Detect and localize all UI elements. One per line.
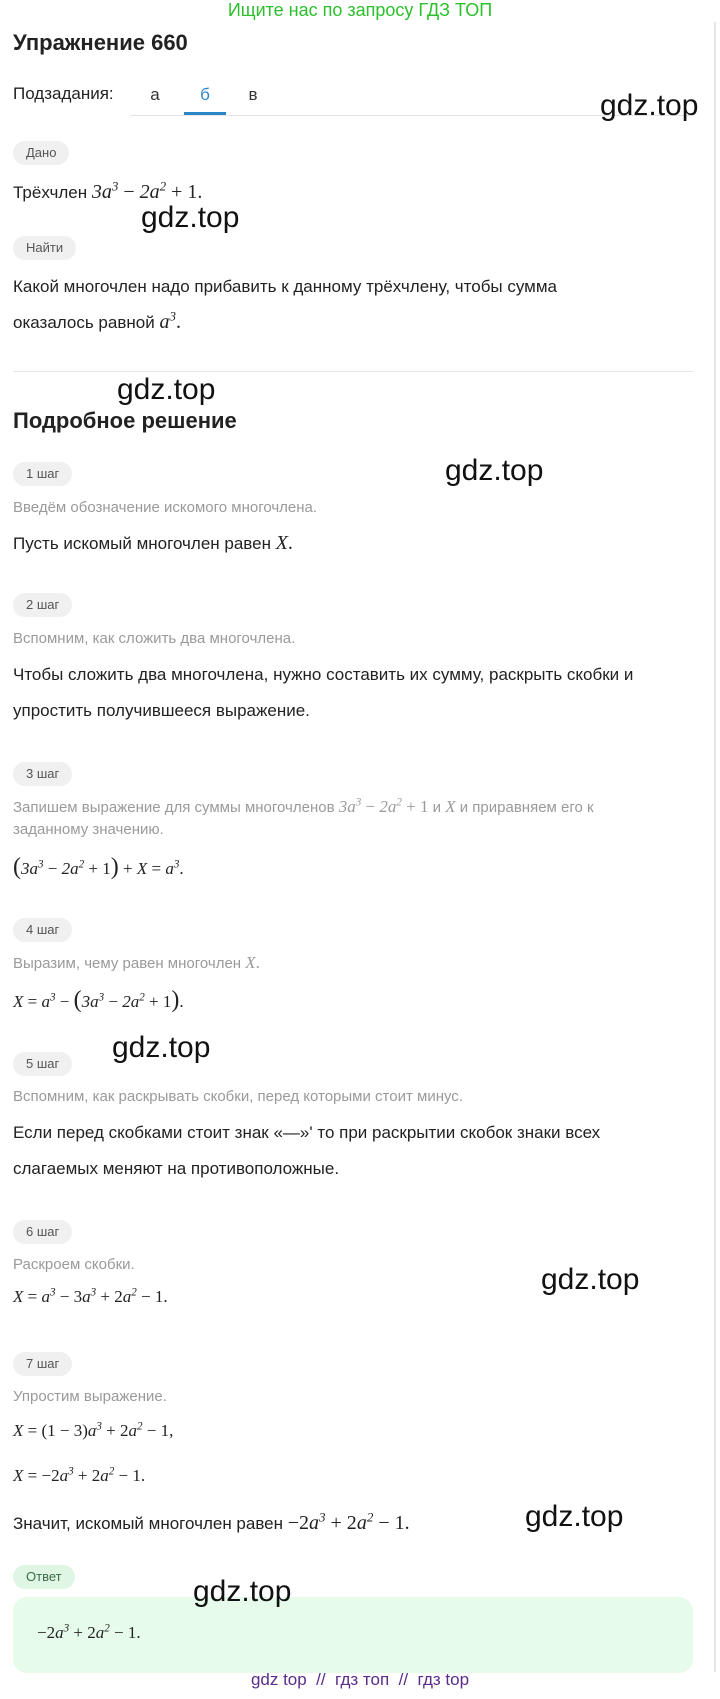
subtasks-label: Подзадания: bbox=[13, 84, 114, 103]
step-2-chip: 2 шаг bbox=[13, 593, 72, 617]
search-banner[interactable]: Ищите нас по запросу ГДЗ ТОП bbox=[227, 0, 493, 20]
step-2-hint: Вспомним, как сложить два многочлена. bbox=[13, 630, 296, 647]
step-5-hint: Вспомним, как раскрывать скобки, перед которыми стоит минус. bbox=[13, 1088, 463, 1105]
find-formula: $a^3$. bbox=[159, 308, 181, 333]
given-text: Трёхчлен $3a^3 - 2a^2 + 1$. bbox=[13, 178, 203, 203]
tab-b[interactable]: б bbox=[200, 85, 210, 104]
watermark: gdz.top bbox=[541, 1263, 640, 1296]
answer-formula: $-2a^3 + 2a^2 - 1$. bbox=[37, 1622, 141, 1642]
step-7-conclusion: Значит, искомый многочлен равен $-2a^3 + 2a^2 - 1$. bbox=[13, 1509, 410, 1534]
find-text-line1: Какой многочлен надо прибавить к данному трёхчлену, чтобы сумма bbox=[13, 277, 558, 296]
answer-chip: Ответ bbox=[13, 1565, 75, 1589]
watermark: gdz.top bbox=[117, 373, 216, 406]
step-2-body-line1: Чтобы сложить два многочлена, нужно составить их сумму, раскрыть скобки и bbox=[13, 665, 634, 684]
step-3-chip: 3 шаг bbox=[13, 762, 72, 786]
step-6-formula: $X = a^3 - 3a^3 + 2a^2 - 1$. bbox=[13, 1286, 168, 1306]
page-title: Упражнение 660 bbox=[13, 30, 188, 55]
step-3-hint-line2: заданному значению. bbox=[13, 821, 164, 838]
active-tab-indicator bbox=[184, 112, 226, 115]
step-7-hint: Упростим выражение. bbox=[13, 1388, 167, 1405]
step-3-formula: $(3a^3 - 2a^2 + 1) + X = a^3$. bbox=[13, 854, 184, 880]
find-chip: Найти bbox=[13, 236, 76, 260]
step-7-chip: 7 шаг bbox=[13, 1352, 72, 1376]
watermark: gdz.top bbox=[112, 1031, 211, 1064]
watermark: gdz.top bbox=[141, 201, 240, 234]
step-5-body-line1: Если перед скобками стоит знак «—»' то при раскрытии скобок знаки всех bbox=[13, 1123, 601, 1142]
watermark: gdz.top bbox=[445, 454, 544, 487]
footer-links[interactable]: gdz top // гдз топ // гдз top bbox=[250, 1670, 470, 1689]
step-4-formula: $X = a^3 - (3a^3 - 2a^2 + 1)$. bbox=[13, 987, 184, 1013]
watermark: gdz.top bbox=[600, 89, 699, 122]
step-5-chip: 5 шаг bbox=[13, 1052, 72, 1076]
answer-box bbox=[13, 1597, 693, 1673]
step-7-formula-2: $X = -2a^3 + 2a^2 - 1$. bbox=[13, 1465, 146, 1485]
step-2-body-line2: упростить получившееся выражение. bbox=[13, 701, 310, 720]
tab-v[interactable]: в bbox=[248, 85, 258, 104]
given-formula: $3a^3 - 2a^2 + 1$. bbox=[91, 178, 203, 203]
solution-title: Подробное решение bbox=[13, 408, 237, 433]
step-5-body-line2: слагаемых меняют на противоположные. bbox=[13, 1159, 340, 1178]
step-3-hint: Запишем выражение для суммы многочленов $3a^3 - 2a^2 + 1$ и X и приравняем его к bbox=[13, 796, 594, 816]
watermark: gdz.top bbox=[193, 1575, 292, 1608]
step-6-hint: Раскроем скобки. bbox=[13, 1256, 135, 1273]
step-6-chip: 6 шаг bbox=[13, 1220, 72, 1244]
step-1-hint: Введём обозначение искомого многочлена. bbox=[13, 499, 318, 516]
given-chip: Дано bbox=[13, 141, 69, 165]
section-divider bbox=[13, 371, 693, 372]
watermark: gdz.top bbox=[525, 1500, 624, 1533]
step-4-hint: Выразим, чему равен многочлен X. bbox=[13, 953, 260, 972]
step-4-chip: 4 шаг bbox=[13, 918, 72, 942]
step-1-body: Пусть искомый многочлен равен X. bbox=[13, 532, 293, 554]
step-7-formula-1: $X = (1 - 3)a^3 + 2a^2 - 1$, bbox=[13, 1420, 174, 1440]
page-edge-line bbox=[714, 22, 716, 1672]
find-text-line2: оказалось равной $a^3$. bbox=[13, 308, 181, 333]
step-1-chip: 1 шаг bbox=[13, 462, 72, 486]
tab-a[interactable]: а bbox=[150, 85, 160, 104]
